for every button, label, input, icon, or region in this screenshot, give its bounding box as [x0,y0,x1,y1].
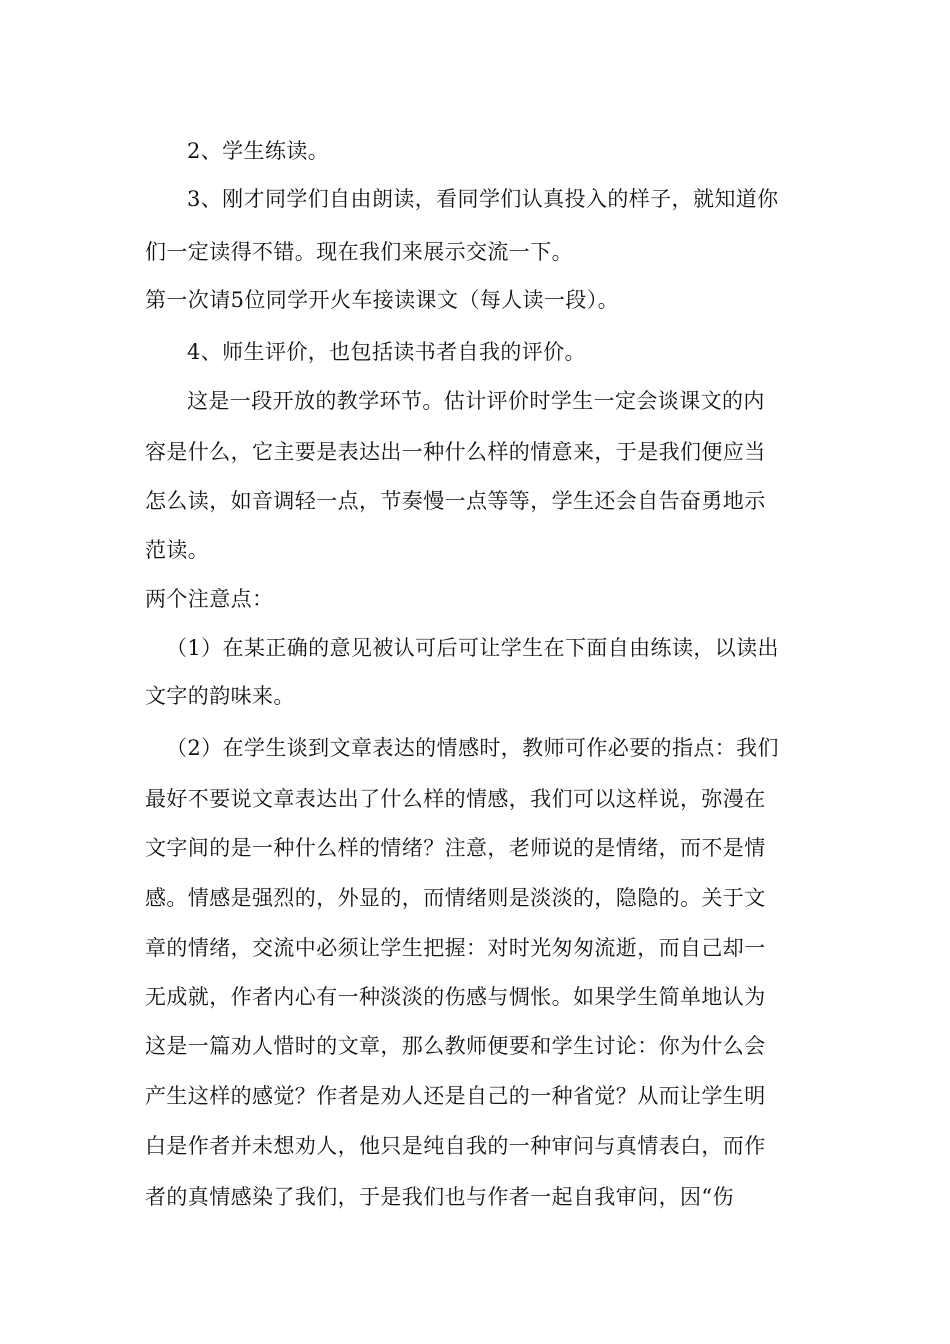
two-notes-heading: 两个注意点： [145,587,274,611]
note-2-line-3: 文字间的是一种什么样的情绪？注意，老师说的是情绪，而不是情 [145,836,766,860]
open-segment-paragraph-line-3: 怎么读，如音调轻一点，节奏慢一点等等，学生还会自告奋勇地示 [145,489,766,513]
note-2-line-10: 者的真情感染了我们，于是我们也与作者一起自我审问，因“伤 [145,1185,734,1209]
note-2-line-7: 这是一篇劝人惜时的文章，那么教师便要和学生讨论：你为什么会 [145,1034,766,1058]
note-2-line-5: 章的情绪，交流中必须让学生把握：对时光匆匆流逝，而自己却一 [145,936,766,960]
open-segment-paragraph-line-4: 范读。 [145,538,210,562]
relay-reading-line: 第一次请5位同学开火车接读课文（每人读一段）。 [145,288,620,312]
note-1-line-1: （1）在某正确的意见被认可后可让学生在下面自由练读，以读出 [166,636,779,660]
step-2-practice-reading: 2、学生练读。 [187,139,330,163]
step-3-paragraph-line-2: 们一定读得不错。现在我们来展示交流一下。 [145,240,573,264]
note-2-line-8: 产生这样的感觉？作者是劝人还是自己的一种省觉？从而让学生明 [145,1084,766,1108]
open-segment-paragraph-line-1: 这是一段开放的教学环节。估计评价时学生一定会谈课文的内 [187,389,765,413]
note-2-line-9: 白是作者并未想劝人，他只是纯自我的一种审问与真情表白，而作 [145,1134,766,1158]
note-2-line-1: （2）在学生谈到文章表达的情感时，教师可作必要的指点：我们 [166,736,779,760]
note-2-line-2: 最好不要说文章表达出了什么样的情感，我们可以这样说，弥漫在 [145,787,766,811]
step-4-evaluation: 4、师生评价，也包括读书者自我的评价。 [187,340,586,364]
step-3-paragraph-line-1: 3、刚才同学们自由朗读，看同学们认真投入的样子，就知道你 [187,187,779,211]
note-2-line-4: 感。情感是强烈的，外显的，而情绪则是淡淡的，隐隐的。关于文 [145,886,766,910]
note-1-line-2: 文字的韵味来。 [145,684,295,708]
note-2-line-6: 无成就，作者内心有一种淡淡的伤感与惆怅。如果学生简单地认为 [145,985,766,1009]
open-segment-paragraph-line-2: 容是什么，它主要是表达出一种什么样的情意来，于是我们便应当 [145,440,766,464]
